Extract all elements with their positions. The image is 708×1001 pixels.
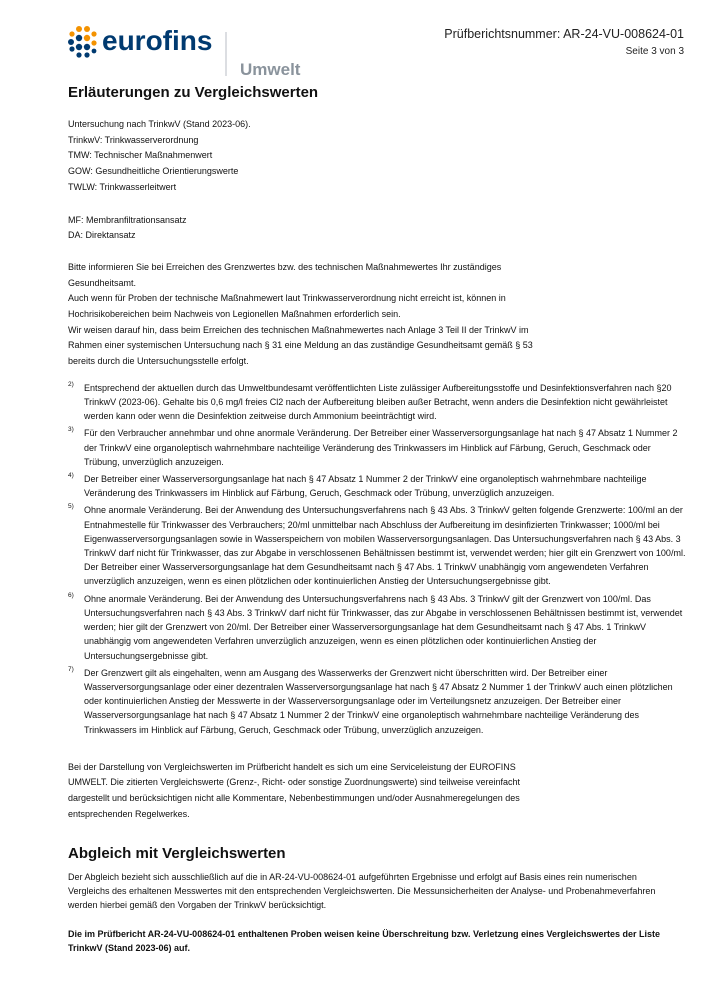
- definition-item: GOW: Gesundheitliche Orientierungswerte: [68, 166, 239, 177]
- method-item: MF: Membranfiltrationsansatz: [68, 214, 187, 225]
- page-number: Seite 3 von 3: [625, 46, 684, 57]
- eurofins-dots-icon: [68, 26, 97, 58]
- definition-item: TrinkwV: Trinkwasserverordnung: [68, 134, 199, 145]
- eurofins-logo: [66, 22, 316, 82]
- definitions-list: [68, 117, 688, 196]
- footnote-number: 4): [68, 472, 74, 480]
- comparison-result: Die im Prüfbericht AR-24-VU-008624-01 enthaltenen Proben weisen keine Überschreitung bzw. Verletzung eines Vergleichswertes der Liste TrinkwV (Stand 2023-06) auf.: [68, 929, 661, 954]
- footnotes-list: [68, 381, 688, 737]
- section-title-comparison: Abgleich mit Vergleichswerten: [68, 844, 286, 862]
- section-title-explanations: Erläuterungen zu Vergleichswerten: [68, 84, 319, 101]
- footnote-number: 6): [68, 591, 74, 599]
- footnote-item: [68, 666, 688, 737]
- definition-item: TMW: Technischer Maßnahmenwert: [68, 150, 213, 161]
- footnote-item: [68, 592, 688, 663]
- methods-list: [68, 213, 688, 244]
- info-paragraph: Auch wenn für Proben der technische Maßnahmewert laut Trinkwasserverordnung nicht erreicht ist, können in Hochrisikobereichen beim Nachweis von Legionellen Maßnahmen erforderlich sein.: [68, 293, 506, 320]
- footnote-item: [68, 426, 688, 469]
- footnote-item: [68, 381, 688, 424]
- logo-subtitle: Umwelt: [240, 60, 301, 79]
- footnote-text: Für den Verbraucher annehmbar und ohne anormale Veränderung. Der Betreiber einer Wasserversorgungsanlage hat nach § 47 Absatz 1 Nummer 2 der TrinkwV eine organoleptisch wahrnehmbare nachteilige Veränderung des Trinkwassers im Hinblick auf Färbung, Geruch, Geschmack oder Trübung, unverzüglich anzuzeigen.: [84, 428, 678, 467]
- logo-wordmark: eurofins: [102, 25, 213, 56]
- footnote-number: 7): [68, 665, 74, 673]
- definition-item: TWLW: Trinkwasserleitwert: [68, 181, 177, 192]
- footnote-number: 2): [68, 380, 74, 388]
- footnote-text: Entsprechend der aktuellen durch das Umweltbundesamt veröffentlichten Liste zulässiger Aufbereitungsstoffe und Desinfektionsverfahren nach §20 TrinkwV (2023-06). Gehalte bis 0,6 mg/l freies Cl2 nach der Aufbereitung bleiben außer Betracht, wenn anders die Desinfektion nicht gewährleistet werden kann oder wenn die Desinfektion zeitweise durch Ammonium beeinträchtigt wird.: [84, 382, 672, 422]
- footnote-item: [68, 472, 688, 500]
- footnote-item: [68, 503, 688, 588]
- definition-item: Untersuchung nach TrinkwV (Stand 2023-06).: [68, 119, 251, 129]
- footnote-text: Der Betreiber einer Wasserversorgungsanlage hat nach § 47 Absatz 1 Nummer 2 der TrinkwV eine organoleptisch wahrnehmbare nachteilige Veränderung des Trinkwassers im Hinblick auf Färbung, Geruch, Geschmack oder Trübung, unverzüglich anzuzeigen.: [84, 474, 647, 499]
- info-paragraph: Bitte informieren Sie bei Erreichen des Grenzwertes bzw. des technischen Maßnahmewertes Ihr zuständiges Gesundheitsamt.: [68, 261, 502, 288]
- comparison-text: Der Abgleich bezieht sich ausschließlich auf die in AR-24-VU-008624-01 aufgeführten Ergebnisse und erfolgt auf Basis eines rein numerischen Vergleichs des erhaltenen Messwertes mit den entsprechenden Vergleichswerten. Die Messunsicherheiten der Analyse- und Probenahmeverfahren werden hierbei gemäß den Vorgaben der TrinkwV berücksichtigt.: [68, 871, 656, 910]
- footnote-number: 5): [68, 503, 74, 511]
- footnote-text: Ohne anormale Veränderung. Bei der Anwendung des Untersuchungsverfahrens nach § 43 Abs. 3 TrinkwV gilt der Grenzwert von 100/ml. Das Untersuchungsverfahren nach § 43 Abs. 3 TrinkwV darf nicht für Trinkwasser, das zur Abgabe in verschlossenen Behältnissen bestimmt ist, verwendet werden; hier gilt der Grenzwert von 20/ml. Der Betreiber einer Wasserversorgungsanlage hat dem Gesundheitsamt nach § 47 Abs. 1 TrinkwV unabhängig vom angewendeten Verfahren unverzüglich anzuzeigen, wenn es einen plötzlichen oder kontinuierlichen Anstieg der Untersuchungsergebnisse gibt.: [84, 593, 683, 661]
- page-header: [0, 0, 708, 90]
- info-paragraph: Wir weisen darauf hin, dass beim Erreichen des technischen Maßnahmewertes nach Anlage 3 Teil II der TrinkwV im Rahmen einer systemischen Untersuchung nach § 31 eine Meldung an das zuständige Gesundheitsamt gemäß § 53 bereits durch die Untersuchungsstelle erfolgt.: [68, 324, 533, 367]
- footnote-text: Der Grenzwert gilt als eingehalten, wenn am Ausgang des Wasserwerks der Grenzwert nicht überschritten wird. Der Betreiber einer Wasserversorgungsanlage oder einer dezentralen Wasserversorgungsanlage hat nach § 47 Absatz 2 Nummer 1 der TrinkwV auch einen plötzlichen oder kontinuierlichen Anstieg der Messwerte in der Wasserversorgungsanlage oder im Verteilungsnetz anzuzeigen. Der Betreiber einer Wasserversorgungsanlage hat nach § 47 Absatz 1 Nummer 2 der TrinkwV eine organoleptisch wahrnehmbare nachteilige Veränderung des Trinkwassers im Hinblick auf Färbung, Geruch, Geschmack oder Trübung, unverzüglich anzuzeigen.: [84, 667, 673, 735]
- footnote-number: 3): [68, 426, 74, 434]
- comparison-section: [68, 845, 688, 956]
- service-disclaimer: Bei der Darstellung von Vergleichswerten im Prüfbericht handelt es sich um eine Serviceleistung der EUROFINS UMWELT. Die zitierten Vergleichswerte (Grenz-, Richt- oder sonstige Zuordnungswerte) sind teilweise vereinfacht dargestellt und berücksichtigen nicht alle Kommentare, Nebenbestimmungen und/oder Ausnahmeregelungen des entsprechenden Regelwerkes.: [68, 761, 521, 819]
- main-content: [68, 84, 688, 956]
- report-number: Prüfberichtsnummer: AR-24-VU-008624-01: [444, 27, 684, 41]
- footnote-text: Ohne anormale Veränderung. Bei der Anwendung des Untersuchungsverfahrens nach § 43 Abs. 3 TrinkwV gelten folgende Grenzwerte: 100/ml an der Entnahmestelle für Trinkwasser des Verbrauchers; 20/ml unmittelbar nach Abschluss der Aufbereitung im desinfizierten Trinkwasser; 1000/ml bei Eigenwasserversorgungsanlagen sowie in Wasserspeichern von mobilen Wasserversorgungsanlagen. Das Untersuchungsverfahren nach § 43 Abs. 3 TrinkwV darf nicht für Trinkwasser, das zur Abgabe in verschlossenen Behältnissen bestimmt ist, verwendet werden; hier gilt ein Grenzwert von 100/ml. Der Betreiber einer Wasserversorgungsanlage hat dem Gesundheitsamt nach § 47 Abs. 1 TrinkwV unabhängig vom angewendeten Verfahren unverzüglich anzuzeigen, wenn es einen plötzlichen oder kontinuierlichen Anstieg der Untersuchungsergebnisse gibt.: [84, 505, 686, 587]
- method-item: DA: Direktansatz: [68, 230, 136, 241]
